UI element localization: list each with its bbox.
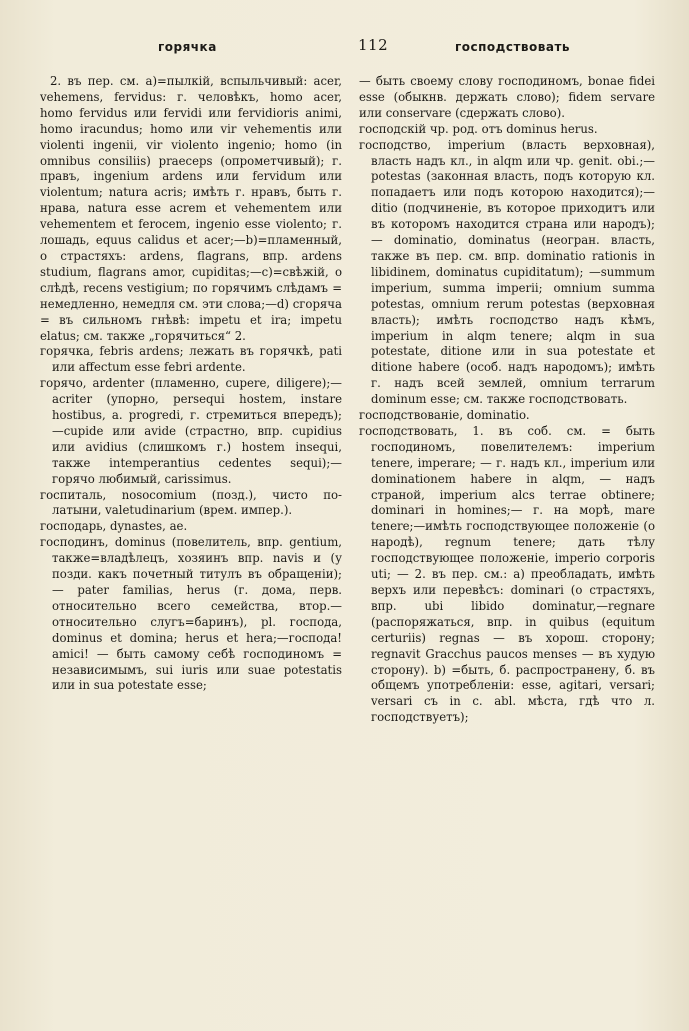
page-number: 112	[358, 36, 389, 54]
dictionary-entry: господствовать, 1. въ соб. см. = быть господиномъ, повелителемъ: imperium tenere, imperare; — г. надъ кл., imperium или dominationem habere in alqm, — надъ страной, imperium alcs terrae obtinere; dominari in homines;— г. на морѣ, mare tenere;—имѣть господствующее положеніе (о народѣ), regnum tenere; дать тѣлу господствующее положеніе, imperio corporis uti; — 2. въ пер. см.: a) преобладать, имѣть верхъ или перевѣсъ: dominari (о страстяхъ, впр. ubi libido dominatur,—regnare (распоряжаться, впр. in quibus (equitum certuriis) regnas — въ хорош. сторону; regnavit Gracchus paucos menses — въ худую сторону). b) =быть, б. распространену, б. въ общемъ употребленіи: esse, agitari, versari; versari съ in c. abl. мѣста, гдѣ что л. господствуетъ);	[359, 423, 655, 725]
right-column	[359, 74, 655, 726]
dictionary-entry: — быть своему слову господиномъ, bonae fidei esse (обыкнв. держать слово); fidem servare или conservare (сдержать слово).	[359, 74, 655, 120]
running-head	[40, 34, 655, 60]
text-columns	[40, 74, 655, 726]
dictionary-entry: господствованіе, dominatio.	[359, 408, 530, 423]
header-right-word: господствовать	[455, 40, 570, 54]
dictionary-entry: господство, imperium (власть верховная), власть надъ кл., in alqm или чр. genit. obi.;—potestas (законная власть, подъ которую кл. попадаетъ или подъ которою находится);— ditio (подчиненіе, въ которое приходитъ или въ которомъ находится страна или народъ);— dominatio, dominatus (неогран. власть, также въ пер. см. впр. dominatio rationis in libidinem, dominatus cupiditatum); —summum imperium, summa imperii; omnium summa potestas, omnium rerum potestas (верховная власть); имѣть господство надъ кѣмъ, imperium in alqm tenere; alqm in sua potestate, ditione или in sua potestate et ditione habere (особ. надъ народомъ); имѣть г. надъ всей землей, omnium terrarum dominum esse; см. также господствовать.	[359, 137, 655, 407]
dictionary-entry: госпиталь, nosocomium (позд.), чисто по-латыни, valetudinarium (врем. импер.).	[40, 487, 342, 518]
dictionary-entry: господскій чр. род. отъ dominus herus.	[359, 121, 598, 136]
left-column	[40, 74, 342, 726]
dictionary-entry: горячо, ardenter (пламенно, cupere, diligere);—acriter (упорно, persequi hostem, instare hostibus, a. progredi, г. стремиться впередъ); —cupide или avide (страстно, впр. cupidius или avidius (слишкомъ г.) hostem insequi, также intemperantius cedentes sequi);— горячо любимый, carissimus.	[40, 376, 342, 486]
dictionary-entry: 2. въ пер. см. а)=пылкій, вспыльчивый: acer, vehemens, fervidus: г. человѣкъ, homo acer, homo fervidus или fervidi или fervidioris animi, homo iracundus; homo или vir vehementis или violenti ingenii, vir violento ingenio; homo (in omnibus consiliis) praeceps (опрометчивый); г. правъ, ingenium ardens или fervidum или violentum; natura acris; имѣть г. нравъ, быть г. нрава, natura esse acrem et vehementem или vehementem et ferocem, ingenio esse violento; г. лошадь, equus calidus et acer;—b)=пламенный, о страстяхъ: ardens, flagrans, впр. ardens studium, flagrans amor, cupiditas;—c)=свѣжій, о слѣдѣ, recens vestigium; по горячимъ слѣдамъ = немедленно, немедля см. эти слова;—d) сгоряча = въ сильномъ гнѣвѣ: impetu et ira; impetu elatus; см. также „горячиться“ 2.	[40, 74, 342, 343]
dictionary-entry: горячка, febris ardens; лежать въ горячкѣ, pati или affectum esse febri ardente.	[40, 344, 342, 375]
dictionary-entry: господинъ, dominus (повелитель, впр. gentium, также=владѣлецъ, хозяинъ впр. navis и (у позди. какъ почетный титулъ въ обращеніи); — pater familias, herus (г. дома, перв. относительно всего семейства, втор.—относительно слугъ=баринъ), pl. господа, dominus et domina; herus et hera;—господа! amici! — быть самому себѣ господиномъ = независимымъ, sui iuris или suae potestatis или in sua potestate esse;	[40, 535, 342, 693]
dictionary-entry: господарь, dynastes, ae.	[40, 519, 188, 534]
header-left-word: горячка	[158, 40, 217, 54]
